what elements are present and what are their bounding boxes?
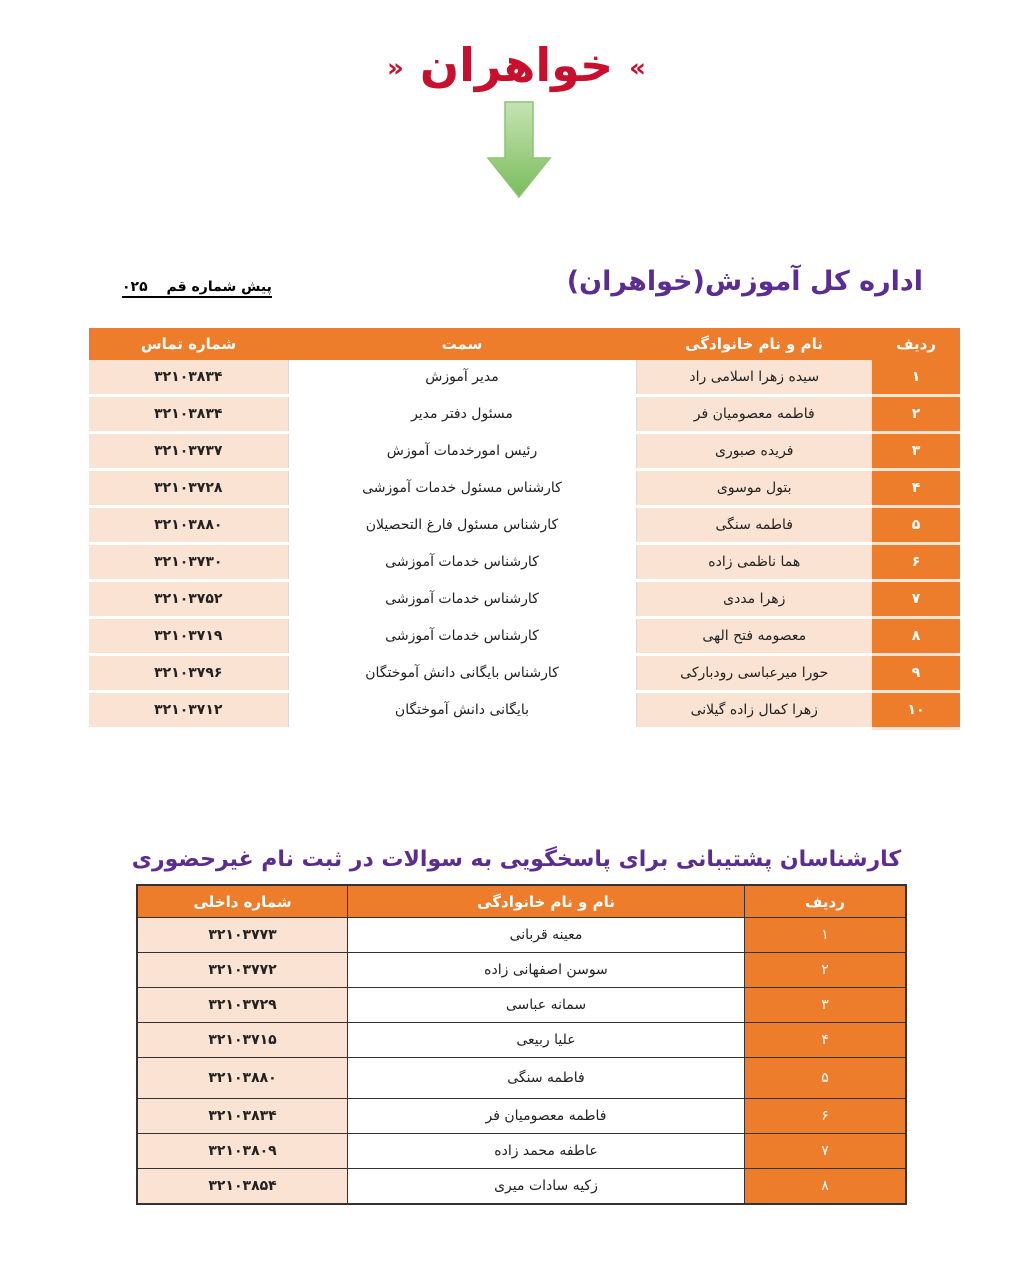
row-number: ۲: [872, 396, 960, 433]
page-title: [0, 38, 1033, 92]
support-extension: ۳۲۱۰۳۷۷۳: [137, 918, 348, 953]
row-number: ۵: [872, 507, 960, 544]
row-number: ۱: [744, 918, 906, 953]
staff-name: فاطمه معصومیان فر: [636, 396, 872, 433]
table-row: [137, 1023, 906, 1058]
table-row: [89, 507, 960, 544]
support-extension: ۳۲۱۰۳۸۳۴: [137, 1099, 348, 1134]
support-extension: ۳۲۱۰۳۸۰۹: [137, 1134, 348, 1169]
staff-position: کارشناس بایگانی دانش آموختگان: [288, 655, 636, 692]
staff-position: بایگانی دانش آموختگان: [288, 692, 636, 729]
staff-name: هما ناظمی زاده: [636, 544, 872, 581]
staff-phone: ۳۲۱۰۳۸۳۴: [89, 360, 288, 396]
support-name: علیا ربیعی: [348, 1023, 745, 1058]
col-header-extension: شماره داخلی: [137, 885, 348, 918]
area-code: [122, 279, 272, 298]
support-name: سمانه عباسی: [348, 988, 745, 1023]
support-extension: ۳۲۱۰۳۷۲۹: [137, 988, 348, 1023]
staff-name: زهرا کمال زاده گیلانی: [636, 692, 872, 729]
col-header-name: نام و نام خانوادگی: [636, 328, 872, 360]
table-row: [137, 918, 906, 953]
table-row: [89, 396, 960, 433]
table-row: [137, 1134, 906, 1169]
staff-phone: ۳۲۱۰۳۷۱۹: [89, 618, 288, 655]
table-row: [137, 988, 906, 1023]
staff-phone: ۳۲۱۰۳۸۳۴: [89, 396, 288, 433]
support-extension: ۳۲۱۰۳۸۸۰: [137, 1058, 348, 1099]
staff-name: فاطمه سنگی: [636, 507, 872, 544]
staff-phone: ۳۲۱۰۳۷۵۲: [89, 581, 288, 618]
close-quote: «: [387, 53, 404, 84]
col-header-row: ردیف: [872, 328, 960, 360]
staff-phone: ۳۲۱۰۳۸۸۰: [89, 507, 288, 544]
table-row: [137, 1169, 906, 1205]
row-number: ۳: [872, 433, 960, 470]
col-header-position: سمت: [288, 328, 636, 360]
staff-phone: ۳۲۱۰۳۷۲۸: [89, 470, 288, 507]
table-row: [89, 433, 960, 470]
staff-position: کارشناس خدمات آموزشی: [288, 581, 636, 618]
table-row: [137, 1099, 906, 1134]
row-number: ۷: [744, 1134, 906, 1169]
table-row: [89, 470, 960, 507]
row-number: ۲: [744, 953, 906, 988]
table-row: [89, 360, 960, 396]
support-name: فاطمه معصومیان فر: [348, 1099, 745, 1134]
row-number: ۵: [744, 1058, 906, 1099]
staff-position: رئیس امورخدمات آموزش: [288, 433, 636, 470]
support-name: زکیه سادات میری: [348, 1169, 745, 1205]
row-number: ۱۰: [872, 692, 960, 729]
staff-phone: ۳۲۱۰۳۷۹۶: [89, 655, 288, 692]
support-name: عاطفه محمد زاده: [348, 1134, 745, 1169]
staff-table-header: [89, 328, 960, 360]
area-code-label: پیش شماره قم: [166, 279, 272, 295]
staff-name: زهرا مددی: [636, 581, 872, 618]
staff-name: بتول موسوی: [636, 470, 872, 507]
table-row: [89, 581, 960, 618]
staff-position: کارشناس مسئول خدمات آموزشی: [288, 470, 636, 507]
row-number: ۳: [744, 988, 906, 1023]
staff-phone: ۳۲۱۰۳۷۳۷: [89, 433, 288, 470]
row-number: ۶: [872, 544, 960, 581]
support-table: [136, 884, 907, 1205]
area-code-value: ۰۲۵: [122, 279, 148, 295]
table-row: [89, 655, 960, 692]
open-quote: »: [629, 53, 646, 84]
row-number: ۱: [872, 360, 960, 396]
staff-name: سیده زهرا اسلامی راد: [636, 360, 872, 396]
support-name: معینه قربانی: [348, 918, 745, 953]
arrow-down-icon: [486, 100, 552, 200]
support-extension: ۳۲۱۰۳۷۷۲: [137, 953, 348, 988]
staff-phone: ۳۲۱۰۳۷۱۲: [89, 692, 288, 729]
staff-phone: ۳۲۱۰۳۷۳۰: [89, 544, 288, 581]
table-row: [89, 618, 960, 655]
staff-position: کارشناس خدمات آموزشی: [288, 618, 636, 655]
row-number: ۶: [744, 1099, 906, 1134]
table-row: [137, 953, 906, 988]
staff-name: فریده صبوری: [636, 433, 872, 470]
table-row: [89, 544, 960, 581]
staff-position: کارشناس خدمات آموزشی: [288, 544, 636, 581]
col-header-phone: شماره تماس: [89, 328, 288, 360]
col-header-row: ردیف: [744, 885, 906, 918]
department-title: اداره کل آموزش(خواهران): [566, 266, 923, 297]
row-number: ۴: [744, 1023, 906, 1058]
page-title-text: خواهران: [419, 38, 614, 92]
row-number: ۹: [872, 655, 960, 692]
support-extension: ۳۲۱۰۳۷۱۵: [137, 1023, 348, 1058]
staff-position: کارشناس مسئول فارغ التحصیلان: [288, 507, 636, 544]
row-number: ۸: [744, 1169, 906, 1205]
support-title: کارشناسان پشتیبانی برای پاسخگویی به سوالات در ثبت نام غیرحضوری: [131, 847, 902, 872]
support-table-header: [137, 885, 906, 918]
support-extension: ۳۲۱۰۳۸۵۴: [137, 1169, 348, 1205]
staff-name: حورا میرعباسی رودبارکی: [636, 655, 872, 692]
staff-position: مدیر آموزش: [288, 360, 636, 396]
row-number: ۸: [872, 618, 960, 655]
row-number: ۴: [872, 470, 960, 507]
col-header-name: نام و نام خانوادگی: [348, 885, 745, 918]
table-row: [137, 1058, 906, 1099]
table-row: [89, 692, 960, 729]
support-name: فاطمه سنگی: [348, 1058, 745, 1099]
staff-position: مسئول دفتر مدیر: [288, 396, 636, 433]
staff-name: معصومه فتح الهی: [636, 618, 872, 655]
staff-table: [89, 328, 960, 730]
support-name: سوسن اصفهانی زاده: [348, 953, 745, 988]
row-number: ۷: [872, 581, 960, 618]
